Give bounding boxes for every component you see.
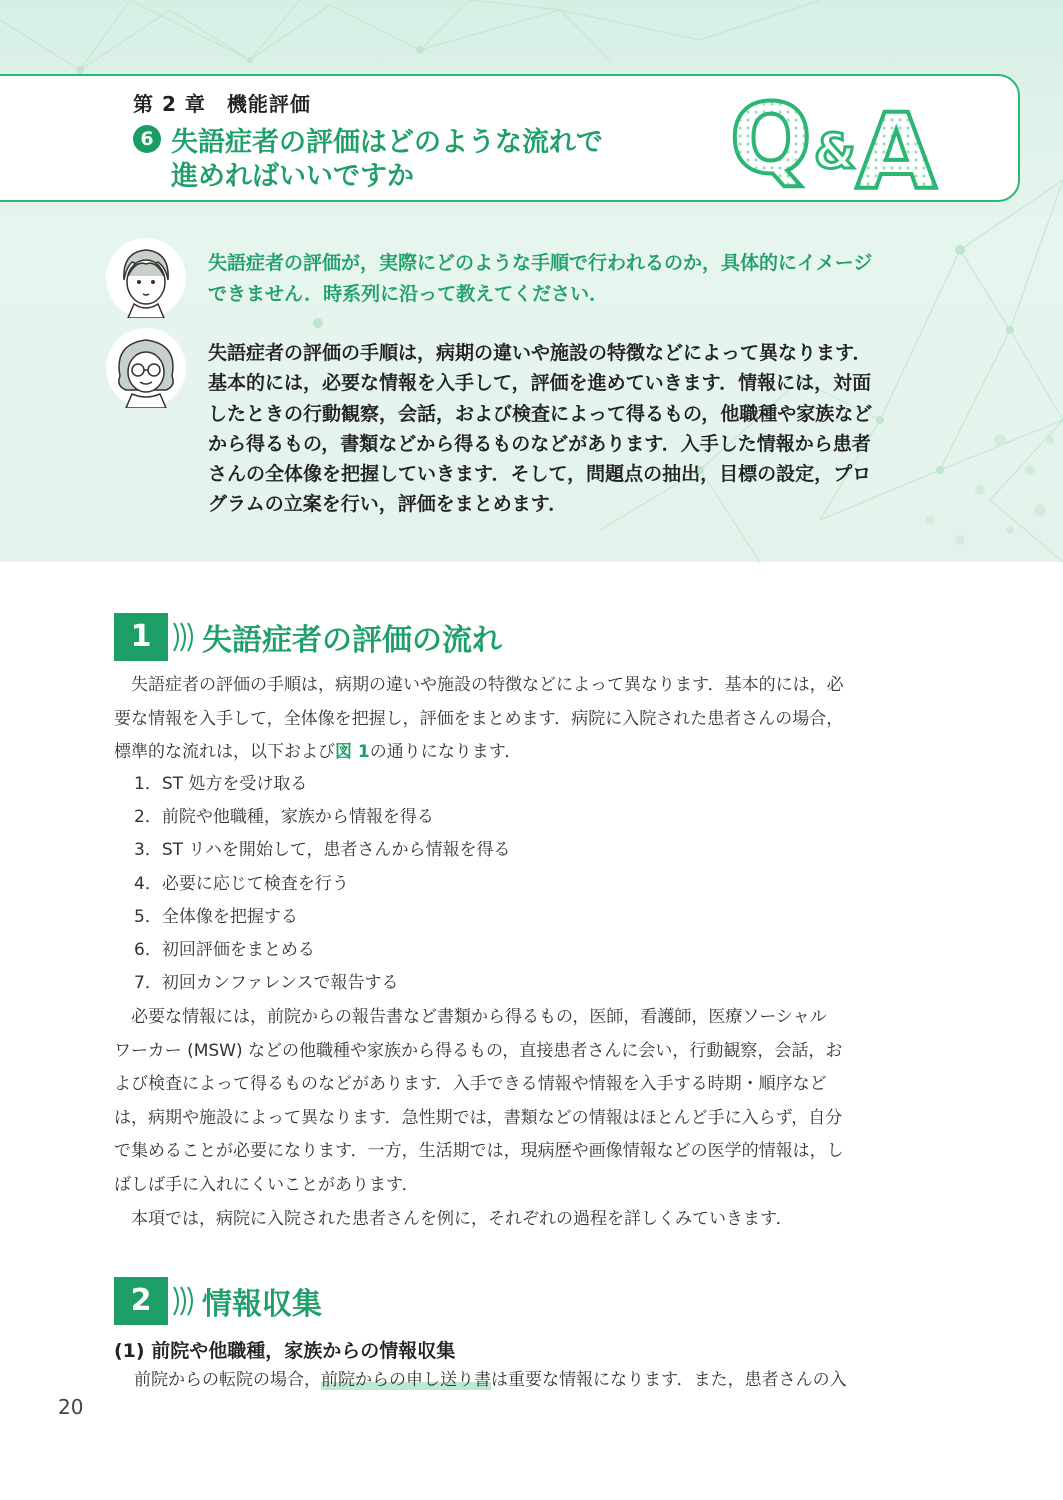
answer-line: グラムの立案を行い，評価をまとめます． xyxy=(208,493,568,516)
qa-logo-a: A xyxy=(856,92,937,192)
section-2-title: 情報収集 xyxy=(202,1287,322,1322)
answer-line: さんの全体像を把握していきます．そして，問題点の抽出，目標の設定，プロ xyxy=(208,463,872,486)
section-1-paragraph-2 xyxy=(114,1001,934,1236)
chapter-label: 第 2 章 機能評価 xyxy=(133,92,311,116)
body-text-span: の通りになります． xyxy=(369,742,522,763)
list-item: 2．前院や他職種，家族から情報を得る xyxy=(134,807,434,828)
body-text-span: は重要な情報になります．また，患者さんの入 xyxy=(491,1370,847,1390)
section-2-number: 2 xyxy=(114,1277,168,1325)
wave-icon xyxy=(170,1283,198,1319)
section-1-title: 失語症者の評価の流れ xyxy=(202,623,502,658)
answer-text xyxy=(208,338,948,520)
list-item: 7．初回カンファレンスで報告する xyxy=(134,973,399,994)
body-text-span: 前院からの転院の場合， xyxy=(134,1370,321,1390)
page-number: 20 xyxy=(58,1395,84,1419)
answerer-avatar xyxy=(106,328,186,408)
page-title-line-2: 進めればいいですか xyxy=(171,161,414,192)
answer-line: から得るもの，書類などから得るものなどがあります．入手した情報から患者 xyxy=(208,432,871,455)
body-line: 要な情報を入手して，全体像を把握し，評価をまとめます．病院に入院された患者さんの場合， xyxy=(114,708,844,729)
qa-logo-q: Q xyxy=(730,92,812,192)
section-1-intro xyxy=(114,669,934,770)
answer-line: 基本的には，必要な情報を入手して，評価を進めていきます．情報には，対面 xyxy=(208,372,872,395)
body-line: は，病期や施設によって異なります．急性期では，書類などの情報はほとんど手に入らず，自分 xyxy=(114,1107,843,1128)
questioner-avatar xyxy=(106,238,186,318)
body-line xyxy=(134,1364,847,1397)
body-line: 必要な情報には，前院からの報告書など書類から得るもの，医師，看護師，医療ソーシャル xyxy=(131,1007,827,1027)
wave-icon xyxy=(170,619,198,655)
body-line: で集めることが必要になります．一方，生活期では，現病歴や画像情報などの医学的情報は，し xyxy=(114,1141,844,1162)
answer-line: 失語症者の評価の手順は，病期の違いや施設の特徴などによって異なります． xyxy=(208,342,872,364)
list-item: 4．必要に応じて検査を行う xyxy=(134,873,349,894)
figure-1-reference[interactable]: 図 1 xyxy=(335,742,370,763)
body-line-with-figure-ref xyxy=(114,736,934,770)
question-line: 失語症者の評価が，実際にどのような手順で行われるのか，具体的にイメージ xyxy=(208,252,873,274)
list-item: 1．ST 処方を受け取る xyxy=(134,774,308,794)
page-title-line-1: 失語症者の評価はどのような流れで xyxy=(171,127,603,158)
body-line: ばしば手に入れにくいことがあります． xyxy=(114,1174,419,1195)
answer-line: したときの行動観察，会話，および検査によって得るもの，他職種や家族など xyxy=(208,402,873,425)
process-steps-list xyxy=(134,768,511,1000)
body-line: よび検査によって得るものなどがあります．入手できる情報や情報を入手する時期・順序など xyxy=(114,1074,827,1095)
list-item: 6．初回評価をまとめる xyxy=(134,940,315,961)
highlighted-term: 前院からの申し送り書 xyxy=(321,1370,491,1390)
qa-logo xyxy=(728,92,958,192)
qa-logo-ampersand: & xyxy=(814,124,856,180)
question-text xyxy=(208,248,948,310)
list-item: 5．全体像を把握する xyxy=(134,906,298,927)
student-face-icon xyxy=(106,238,186,318)
teacher-face-icon xyxy=(106,328,186,408)
section-number-badge: 6 xyxy=(133,125,161,153)
subsection-heading: (1) 前院や他職種，家族からの情報収集 xyxy=(114,1340,456,1362)
body-line: 本項では，病院に入院された患者さんを例に，それぞれの過程を詳しくみていきます． xyxy=(131,1208,793,1229)
body-line: ワーカー (MSW) などの他職種や家族から得るもの，直接患者さんに会い，行動観察，会話，お xyxy=(114,1040,843,1061)
body-text-span: 標準的な流れは，以下および xyxy=(114,742,335,763)
list-item: 3．ST リハを開始して，患者さんから情報を得る xyxy=(134,840,511,861)
section-1-number: 1 xyxy=(114,613,168,661)
body-line: 失語症者の評価の手順は，病期の違いや施設の特徴などによって異なります．基本的には，必 xyxy=(131,675,844,695)
question-line: できません．時系列に沿って教えてください． xyxy=(208,283,609,305)
